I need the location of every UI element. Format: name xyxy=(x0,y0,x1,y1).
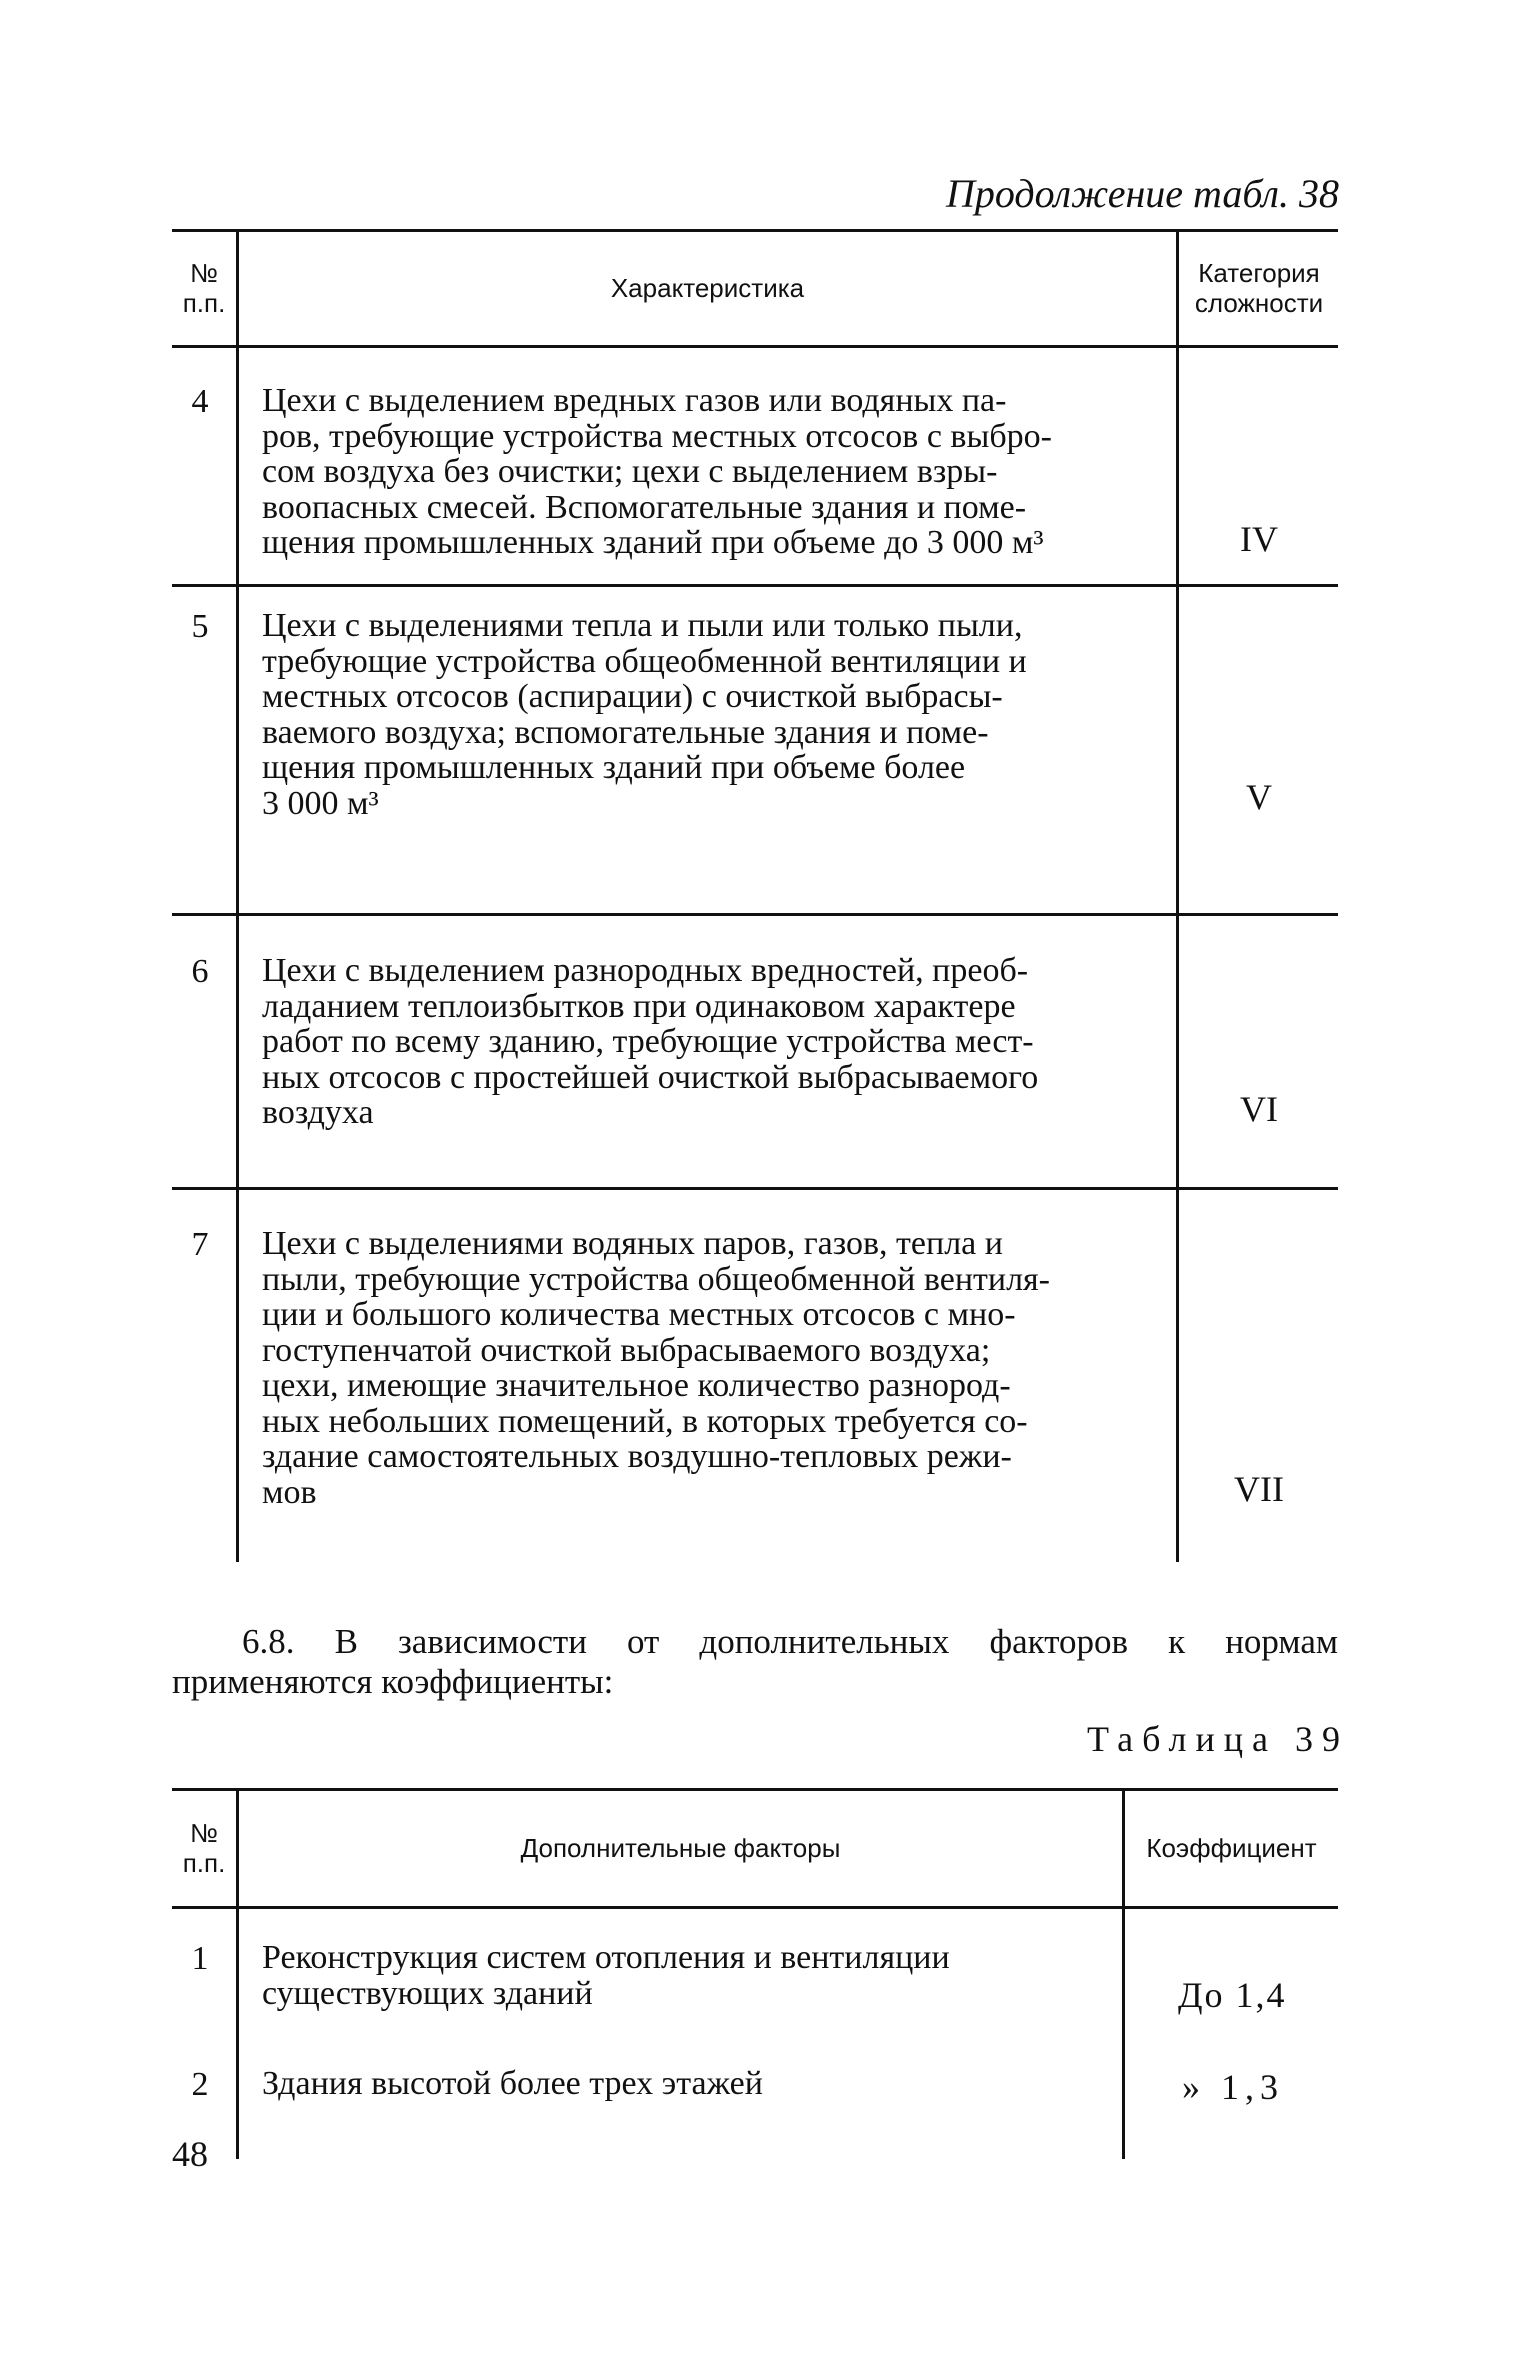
text-line: 3 000 м³ xyxy=(262,784,379,822)
header-num-symbol: № xyxy=(190,1818,218,1848)
table-38-row-category: VI xyxy=(1240,1089,1278,1129)
text-line: Цехи с выделением разнородных вредностей, преоб- xyxy=(262,952,1029,989)
table-39-row-coefficient: » 1,3 xyxy=(1182,2067,1284,2107)
text-line: Реконструкция систем отопления и вентиляции xyxy=(262,1939,950,1976)
text-line: здание самостоятельных воздушно-тепловых режи- xyxy=(262,1438,1012,1475)
text-line: пыли, требующие устройства общеобменной вентиля- xyxy=(262,1260,1050,1298)
table-38-row-num: 4 xyxy=(191,383,209,420)
table-38-row-rule xyxy=(172,1187,1338,1190)
text-line: Цехи с выделениями тепла и пыли или только пыли, xyxy=(262,607,1023,644)
table-38-header-num xyxy=(172,258,236,318)
text-line: мов xyxy=(262,1473,317,1511)
paragraph-line: применяются коэффициенты: xyxy=(172,1662,614,1701)
table-38-top-rule xyxy=(172,229,1338,232)
text-line: воопасных смесей. Вспомогательные здания и поме- xyxy=(262,488,1027,526)
header-num-symbol: № xyxy=(190,258,218,288)
table-38-row-category: IV xyxy=(1240,519,1278,559)
text-line: ваемого воздуха; вспомогательные здания и поме- xyxy=(262,713,989,751)
text-line: ции и большого количества местных отсосов с мно- xyxy=(262,1296,1016,1333)
table-38-row-text xyxy=(262,608,1166,821)
page-number: 48 xyxy=(172,2134,208,2174)
table-39-top-rule xyxy=(172,1788,1338,1791)
table-38-col-divider xyxy=(236,232,239,1562)
text-line: ных отсосов с простейшей очисткой выбрасываемого xyxy=(262,1058,1039,1096)
table-39-row-num: 2 xyxy=(191,2066,209,2103)
table-39-row-coefficient: До 1,4 xyxy=(1178,1975,1287,2015)
table-39-row-text xyxy=(262,1940,1110,2011)
table-38-row-text xyxy=(262,383,1166,561)
text-line: сом воздуха без очистки; цехи с выделением взры- xyxy=(262,453,998,490)
text-line: существующих зданий xyxy=(262,1974,593,2012)
table-38-row-rule xyxy=(172,584,1338,587)
table-39-caption: Таблица 39 xyxy=(1087,1719,1349,1759)
header-num-abbr: п.п. xyxy=(182,1848,226,1878)
text-line: щения промышленных зданий при объеме до 3 000 м³ xyxy=(262,524,1044,561)
table-38-row-num: 5 xyxy=(191,608,209,645)
text-line: ров, требующие устройства местных отсосов с выбро- xyxy=(262,417,1052,455)
text-line: местных отсосов (аспирации) с очисткой выбрасы- xyxy=(262,678,1003,715)
text-line: щения промышленных зданий при объеме более xyxy=(262,749,966,786)
table-38-row-num: 7 xyxy=(191,1226,209,1263)
table-38-row-text xyxy=(262,953,1166,1131)
table-38-row-rule xyxy=(172,913,1338,916)
table-39-row-text xyxy=(262,2066,1110,2102)
table-38-row-num: 6 xyxy=(191,953,209,990)
paragraph-line: 6.8. В зависимости от дополнительных факторов к нормам xyxy=(242,1622,1338,1661)
text-line: гоступенчатой очисткой выбрасываемого воздуха; xyxy=(262,1331,991,1369)
table-39-header-coefficient: Коэффициент xyxy=(1146,1833,1317,1863)
text-line: ных небольших помещений, в которых требуется со- xyxy=(262,1402,1028,1440)
table-39-header-rule xyxy=(172,1906,1338,1909)
table-39-header-num xyxy=(172,1818,236,1878)
text-line: ладанием теплоизбытков при одинаковом характере xyxy=(262,987,1016,1025)
table-39-row-num: 1 xyxy=(191,1940,209,1977)
text-line: цехи, имеющие значительное количество разнород- xyxy=(262,1367,1011,1404)
table-38-col-divider xyxy=(1176,232,1179,1562)
table-38-caption: Продолжение табл. 38 xyxy=(945,171,1339,216)
table-38-header-rule xyxy=(172,345,1338,348)
header-category-line: Категория xyxy=(1198,258,1320,288)
table-38-row-category: V xyxy=(1246,777,1272,817)
text-line: Здания высотой более трех этажей xyxy=(262,2065,763,2102)
table-38-header-characteristic: Характеристика xyxy=(610,273,805,303)
table-39-header-factors: Дополнительные факторы xyxy=(520,1833,841,1863)
paragraph-6-8 xyxy=(172,1622,1338,1702)
header-category-line: сложности xyxy=(1194,288,1324,318)
text-line: воздуха xyxy=(262,1094,374,1131)
table-38-header-category xyxy=(1179,258,1339,318)
text-line: требующие устройства общеобменной вентиляции и xyxy=(262,642,1027,680)
header-num-abbr: п.п. xyxy=(182,288,226,318)
text-line: Цехи с выделением вредных газов или водяных па- xyxy=(262,382,1007,419)
table-38-row-text xyxy=(262,1226,1166,1510)
table-38-row-category: VII xyxy=(1234,1469,1284,1509)
text-line: Цехи с выделениями водяных паров, газов, тепла и xyxy=(262,1225,1003,1262)
text-line: работ по всему зданию, требующие устройства мест- xyxy=(262,1023,1034,1060)
